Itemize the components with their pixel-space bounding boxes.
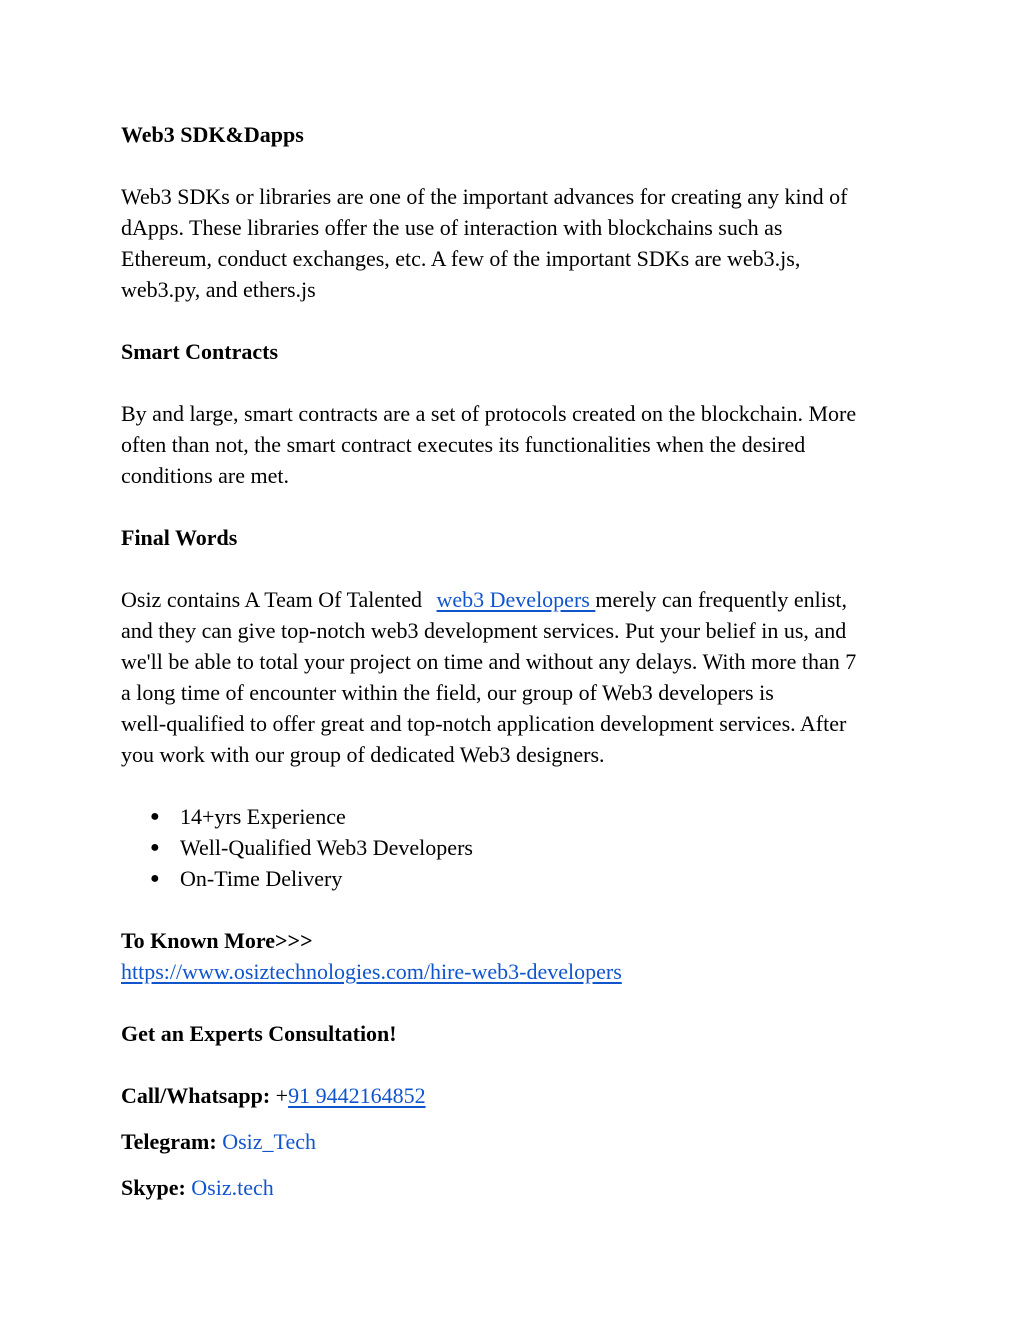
know-more-block: [121, 925, 921, 987]
features-list: [150, 801, 473, 894]
paragraph-text: Osiz contains A Team Of Talented: [121, 587, 428, 612]
paragraph-line: [121, 584, 921, 615]
contact-call: [121, 1080, 921, 1111]
telegram-label: Telegram:: [121, 1129, 217, 1154]
list-item-label: Well-Qualified Web3 Developers: [180, 835, 473, 860]
paragraph-line: and they can give top-notch web3 development services. Put your belief in us, and: [121, 618, 847, 643]
paragraph-text: merely can frequently enlist,: [595, 587, 848, 612]
list-item-label: On-Time Delivery: [180, 866, 343, 891]
list-item: [150, 832, 473, 863]
paragraph-line: Web3 SDKs or libraries are one of the important advances for creating any kind of: [121, 184, 848, 209]
bullet-icon: ●: [150, 839, 160, 856]
paragraph-line: you work with our group of dedicated Web3 designers.: [121, 742, 605, 767]
bullet-icon: ●: [150, 870, 160, 887]
list-item: [150, 863, 473, 894]
paragraph-smart-contracts: [121, 398, 921, 491]
skype-label: Skype:: [121, 1175, 186, 1200]
paragraph-final-words: [121, 584, 921, 770]
paragraph-line: Ethereum, conduct exchanges, etc. A few of the important SDKs are web3.js,: [121, 246, 801, 271]
know-more-label: To Known More>>>: [121, 928, 313, 953]
paragraph-line: well-qualified to offer great and top-notch application development services. After: [121, 711, 847, 736]
call-prefix: +: [270, 1083, 289, 1108]
list-item-label: 14+yrs Experience: [180, 804, 346, 829]
bullet-icon: ●: [150, 808, 160, 825]
hire-web3-developers-url[interactable]: https://www.osiztechnologies.com/hire-web3-developers: [121, 959, 622, 984]
paragraph-line: often than not, the smart contract executes its functionalities when the desired: [121, 432, 806, 457]
call-label: Call/Whatsapp:: [121, 1083, 271, 1108]
paragraph-line: dApps. These libraries offer the use of interaction with blockchains such as: [121, 215, 783, 240]
contact-skype: [121, 1172, 921, 1203]
heading-final-words: Final Words: [121, 525, 238, 550]
paragraph-line: conditions are met.: [121, 463, 290, 488]
paragraph-web3-sdk: [121, 181, 921, 305]
paragraph-line: web3.py, and ethers.js: [121, 277, 316, 302]
heading-web3-sdk: Web3 SDK&Dapps: [121, 122, 304, 147]
paragraph-line: we'll be able to total your project on time and without any delays. With more than 7: [121, 649, 857, 674]
heading-smart-contracts: Smart Contracts: [121, 339, 279, 364]
list-item: [150, 801, 473, 832]
web3-developers-link[interactable]: web3 Developers: [436, 587, 596, 612]
paragraph-line: a long time of encounter within the field, our group of Web3 developers is: [121, 680, 774, 705]
heading-consultation: Get an Experts Consultation!: [121, 1021, 397, 1046]
telegram-link[interactable]: Osiz_Tech: [222, 1129, 316, 1154]
paragraph-line: By and large, smart contracts are a set of protocols created on the blockchain. More: [121, 401, 857, 426]
contact-telegram: [121, 1126, 921, 1157]
skype-link[interactable]: Osiz.tech: [191, 1175, 274, 1200]
phone-number-link[interactable]: 91 9442164852: [288, 1083, 426, 1108]
